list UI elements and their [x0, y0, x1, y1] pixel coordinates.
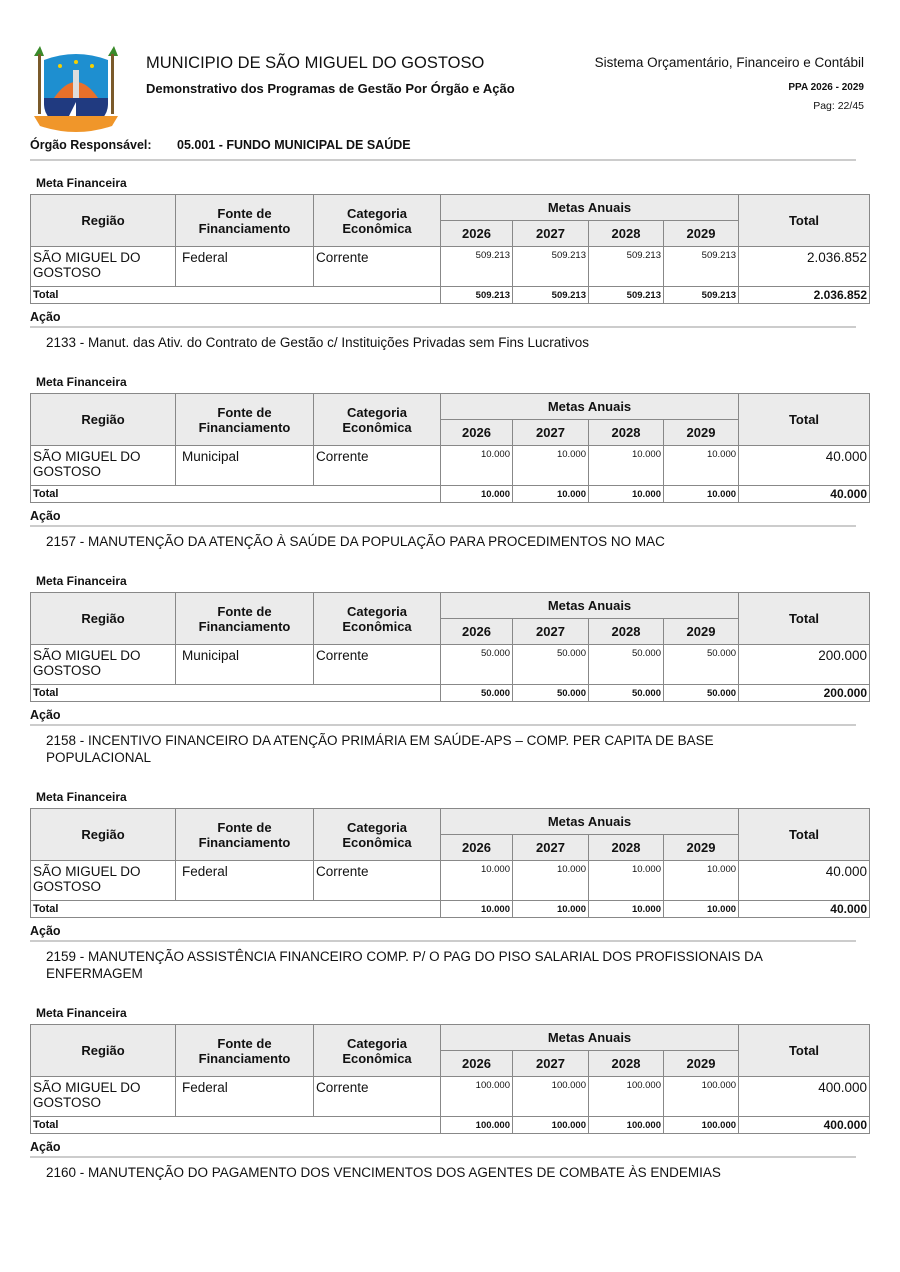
year-value-cell: 509.213: [513, 247, 589, 287]
fonte-cell: Federal: [176, 1077, 314, 1117]
year-total-cell: 10.000: [441, 901, 513, 918]
header-regiao: Região: [31, 1025, 176, 1077]
year-total-cell: 50.000: [664, 685, 739, 702]
municipality-name: MUNICIPIO DE SÃO MIGUEL DO GOSTOSO: [146, 54, 485, 72]
total-row: [31, 287, 870, 304]
year-total-cell: 50.000: [441, 685, 513, 702]
fonte-cell: Federal: [176, 247, 314, 287]
meta-financeira-label: Meta Financeira: [36, 375, 127, 389]
header-total: Total: [739, 195, 870, 247]
header-year: 2027: [513, 420, 589, 446]
header-fonte: Fonte de Financiamento: [176, 1025, 314, 1077]
total-row-label: Total: [31, 901, 441, 918]
fonte-cell: Federal: [176, 861, 314, 901]
total-row-label: Total: [31, 486, 441, 503]
year-total-cell: 100.000: [441, 1117, 513, 1134]
categoria-cell: Corrente: [314, 1077, 441, 1117]
header-fonte: Fonte de Financiamento: [176, 394, 314, 446]
meta-financeira-section: [0, 570, 900, 766]
header-regiao: Região: [31, 394, 176, 446]
categoria-cell: Corrente: [314, 645, 441, 685]
total-row: [31, 901, 870, 918]
report-title: Demonstrativo dos Programas de Gestão Por Órgão e Ação: [146, 81, 515, 96]
grand-total-cell: 200.000: [739, 685, 870, 702]
year-value-cell: 50.000: [664, 645, 739, 685]
year-value-cell: 10.000: [589, 861, 664, 901]
table-row: [31, 861, 870, 901]
regiao-cell: SÃO MIGUEL DO GOSTOSO: [31, 645, 176, 685]
acao-label: Ação: [30, 509, 61, 523]
header-categoria: Categoria Econômica: [314, 593, 441, 645]
grand-total-cell: 40.000: [739, 901, 870, 918]
divider: [30, 724, 856, 726]
year-total-cell: 50.000: [513, 685, 589, 702]
table-row: [31, 645, 870, 685]
regiao-cell: SÃO MIGUEL DO GOSTOSO: [31, 861, 176, 901]
year-total-cell: 509.213: [589, 287, 664, 304]
meta-financeira-label: Meta Financeira: [36, 176, 127, 190]
year-value-cell: 10.000: [513, 861, 589, 901]
total-cell: 200.000: [739, 645, 870, 685]
divider: [30, 940, 856, 942]
meta-financeira-table: [30, 592, 870, 702]
header-metas-anuais: Metas Anuais: [441, 593, 739, 619]
system-name: Sistema Orçamentário, Financeiro e Contábil: [594, 55, 864, 70]
header-year: 2029: [664, 1051, 739, 1077]
year-value-cell: 509.213: [441, 247, 513, 287]
report-content: [0, 172, 900, 1201]
fonte-cell: Municipal: [176, 645, 314, 685]
header-total: Total: [739, 1025, 870, 1077]
year-value-cell: 10.000: [513, 446, 589, 486]
header-fonte: Fonte de Financiamento: [176, 809, 314, 861]
year-total-cell: 10.000: [589, 901, 664, 918]
total-cell: 40.000: [739, 446, 870, 486]
divider: [30, 525, 856, 527]
year-total-cell: 10.000: [664, 486, 739, 503]
header-year: 2029: [664, 619, 739, 645]
total-cell: 400.000: [739, 1077, 870, 1117]
meta-financeira-table: [30, 194, 870, 304]
year-total-cell: 509.213: [513, 287, 589, 304]
meta-financeira-section: [0, 1002, 900, 1181]
year-total-cell: 10.000: [513, 486, 589, 503]
acao-label: Ação: [30, 310, 61, 324]
year-total-cell: 10.000: [589, 486, 664, 503]
total-row-label: Total: [31, 287, 441, 304]
total-row-label: Total: [31, 1117, 441, 1134]
year-value-cell: 50.000: [441, 645, 513, 685]
header-metas-anuais: Metas Anuais: [441, 195, 739, 221]
year-value-cell: 10.000: [664, 861, 739, 901]
regiao-cell: SÃO MIGUEL DO GOSTOSO: [31, 446, 176, 486]
header-categoria: Categoria Econômica: [314, 394, 441, 446]
orgao-label: Órgão Responsável:: [30, 138, 152, 152]
acao-description: 2157 - MANUTENÇÃO DA ATENÇÃO À SAÚDE DA POPULAÇÃO PARA PROCEDIMENTOS NO MAC: [46, 534, 665, 549]
year-total-cell: 100.000: [589, 1117, 664, 1134]
divider: [30, 326, 856, 328]
header-year: 2028: [589, 619, 664, 645]
year-total-cell: 10.000: [441, 486, 513, 503]
year-value-cell: 509.213: [664, 247, 739, 287]
categoria-cell: Corrente: [314, 861, 441, 901]
header-year: 2028: [589, 221, 664, 247]
fonte-cell: Municipal: [176, 446, 314, 486]
header-metas-anuais: Metas Anuais: [441, 1025, 739, 1051]
year-total-cell: 10.000: [513, 901, 589, 918]
regiao-cell: SÃO MIGUEL DO GOSTOSO: [31, 247, 176, 287]
regiao-cell: SÃO MIGUEL DO GOSTOSO: [31, 1077, 176, 1117]
header-fonte: Fonte de Financiamento: [176, 195, 314, 247]
header-regiao: Região: [31, 195, 176, 247]
meta-financeira-table: [30, 808, 870, 918]
year-total-cell: 509.213: [664, 287, 739, 304]
header-year: 2028: [589, 1051, 664, 1077]
header-year: 2028: [589, 420, 664, 446]
orgao-value: 05.001 - FUNDO MUNICIPAL DE SAÚDE: [177, 138, 411, 152]
header-year: 2026: [441, 221, 513, 247]
year-value-cell: 50.000: [513, 645, 589, 685]
acao-description: 2133 - Manut. das Ativ. do Contrato de Gestão c/ Instituições Privadas sem Fins Lucrativos: [46, 335, 590, 350]
divider: [30, 159, 856, 161]
categoria-cell: Corrente: [314, 247, 441, 287]
header-year: 2027: [513, 619, 589, 645]
year-total-cell: 50.000: [589, 685, 664, 702]
meta-financeira-label: Meta Financeira: [36, 790, 127, 804]
year-total-cell: 10.000: [664, 901, 739, 918]
year-value-cell: 100.000: [664, 1077, 739, 1117]
grand-total-cell: 400.000: [739, 1117, 870, 1134]
header-regiao: Região: [31, 593, 176, 645]
meta-financeira-table: [30, 393, 870, 503]
header-total: Total: [739, 394, 870, 446]
acao-label: Ação: [30, 708, 61, 722]
header-metas-anuais: Metas Anuais: [441, 394, 739, 420]
meta-financeira-label: Meta Financeira: [36, 574, 127, 588]
header-year: 2027: [513, 221, 589, 247]
header-year: 2029: [664, 835, 739, 861]
acao-description: 2160 - MANUTENÇÃO DO PAGAMENTO DOS VENCIMENTOS DOS AGENTES DE COMBATE ÀS ENDEMIAS: [46, 1165, 721, 1180]
year-value-cell: 10.000: [664, 446, 739, 486]
year-total-cell: 100.000: [664, 1117, 739, 1134]
header-year: 2027: [513, 1051, 589, 1077]
acao-description: 2158 - INCENTIVO FINANCEIRO DA ATENÇÃO PRIMÁRIA EM SAÚDE-APS – COMP. PER CAPITA DE BASE POPULACIONAL: [46, 733, 714, 765]
header-year: 2026: [441, 1051, 513, 1077]
year-value-cell: 50.000: [589, 645, 664, 685]
header-metas-anuais: Metas Anuais: [441, 809, 739, 835]
header-year: 2029: [664, 420, 739, 446]
header-total: Total: [739, 593, 870, 645]
meta-financeira-label: Meta Financeira: [36, 1006, 127, 1020]
categoria-cell: Corrente: [314, 446, 441, 486]
total-cell: 40.000: [739, 861, 870, 901]
year-total-cell: 100.000: [513, 1117, 589, 1134]
total-row-label: Total: [31, 685, 441, 702]
header-fonte: Fonte de Financiamento: [176, 593, 314, 645]
year-value-cell: 509.213: [589, 247, 664, 287]
year-value-cell: 100.000: [589, 1077, 664, 1117]
table-row: [31, 446, 870, 486]
table-row: [31, 1077, 870, 1117]
header-year: 2027: [513, 835, 589, 861]
grand-total-cell: 2.036.852: [739, 287, 870, 304]
header-regiao: Região: [31, 809, 176, 861]
meta-financeira-table: [30, 1024, 870, 1134]
table-row: [31, 247, 870, 287]
municipal-coat-of-arms-logo: [30, 42, 122, 138]
orgao-responsavel: [30, 138, 411, 152]
header-year: 2029: [664, 221, 739, 247]
year-value-cell: 100.000: [513, 1077, 589, 1117]
year-value-cell: 10.000: [589, 446, 664, 486]
divider: [30, 1156, 856, 1158]
header-total: Total: [739, 809, 870, 861]
total-row: [31, 685, 870, 702]
total-row: [31, 1117, 870, 1134]
meta-financeira-section: [0, 371, 900, 550]
year-value-cell: 10.000: [441, 446, 513, 486]
year-value-cell: 10.000: [441, 861, 513, 901]
year-total-cell: 509.213: [441, 287, 513, 304]
year-value-cell: 100.000: [441, 1077, 513, 1117]
meta-financeira-section: [0, 172, 900, 351]
header-year: 2026: [441, 619, 513, 645]
acao-label: Ação: [30, 924, 61, 938]
meta-financeira-section: [0, 786, 900, 982]
page-number: Pag: 22/45: [813, 100, 864, 112]
header-year: 2026: [441, 835, 513, 861]
total-cell: 2.036.852: [739, 247, 870, 287]
header-year: 2028: [589, 835, 664, 861]
header-categoria: Categoria Econômica: [314, 1025, 441, 1077]
acao-label: Ação: [30, 1140, 61, 1154]
header-year: 2026: [441, 420, 513, 446]
grand-total-cell: 40.000: [739, 486, 870, 503]
ppa-period: PPA 2026 - 2029: [788, 82, 864, 93]
header-categoria: Categoria Econômica: [314, 809, 441, 861]
acao-description: 2159 - MANUTENÇÃO ASSISTÊNCIA FINANCEIRO COMP. P/ O PAG DO PISO SALARIAL DOS PROFISSIONAIS DA ENFERMAGEM: [46, 949, 763, 981]
total-row: [31, 486, 870, 503]
header-categoria: Categoria Econômica: [314, 195, 441, 247]
